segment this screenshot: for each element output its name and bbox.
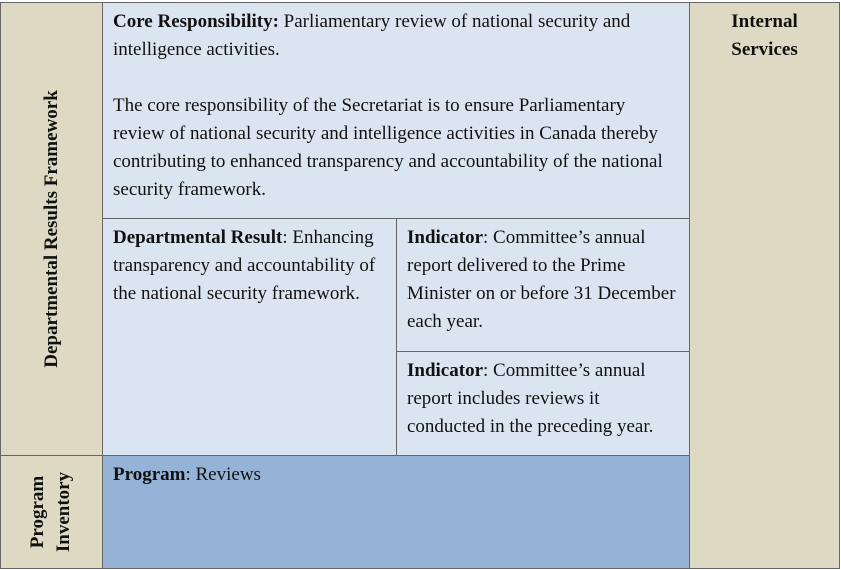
core-responsibility-description: The core responsibility of the Secretariat is to ensure Parliamentary review of national security and intelligence activities in Canada thereby contributing to enhanced transparency and accountability of the national security framework.: [113, 95, 663, 200]
indicator-cell-1: [396, 218, 690, 352]
internal-services-line1: Internal: [731, 11, 798, 32]
departmental-result-colon: :: [282, 227, 288, 248]
indicator-description-2: : Committee’s annual report includes reviews it conducted in the preceding year.: [407, 360, 654, 437]
indicator-label-1: Indicator: [407, 227, 483, 248]
program-cell: [102, 455, 690, 569]
internal-services-line2: Services: [731, 39, 798, 60]
departmental-result-description: Enhancing transparency and accountability of the national security framework.: [113, 227, 376, 304]
indicator-label-2: Indicator: [407, 360, 483, 381]
core-responsibility-cell: [102, 2, 690, 219]
internal-services-cell: [689, 2, 840, 569]
indicator-cell-2: [396, 351, 690, 456]
departmental-result-text: [113, 224, 386, 308]
program-text: [113, 461, 679, 489]
program-inventory-line1: Program: [27, 475, 49, 549]
program-label: Program: [113, 464, 186, 485]
indicator-text-1: [407, 224, 679, 336]
departmental-result-cell: [102, 218, 397, 456]
indicator-description-1: : Committee’s annual report delivered to the Prime Minister on or before 31 December each year.: [407, 227, 676, 332]
framework-side-label: Departmental Results Framework: [40, 90, 62, 368]
departmental-result-label: Departmental Result: [113, 227, 283, 248]
framework-side-label-cell: [0, 2, 103, 456]
core-responsibility-label: Core Responsibility:: [113, 11, 279, 32]
indicator-text-2: [407, 357, 679, 441]
core-responsibility-heading: [113, 8, 679, 64]
program-inventory-side-label: [25, 472, 77, 552]
program-inventory-side-label-cell: [0, 455, 103, 569]
program-description: : Reviews: [185, 464, 261, 485]
program-inventory-line2: Inventory: [53, 471, 75, 553]
core-responsibility-title: Parliamentary review of national security and intelligence activities.: [113, 11, 631, 60]
